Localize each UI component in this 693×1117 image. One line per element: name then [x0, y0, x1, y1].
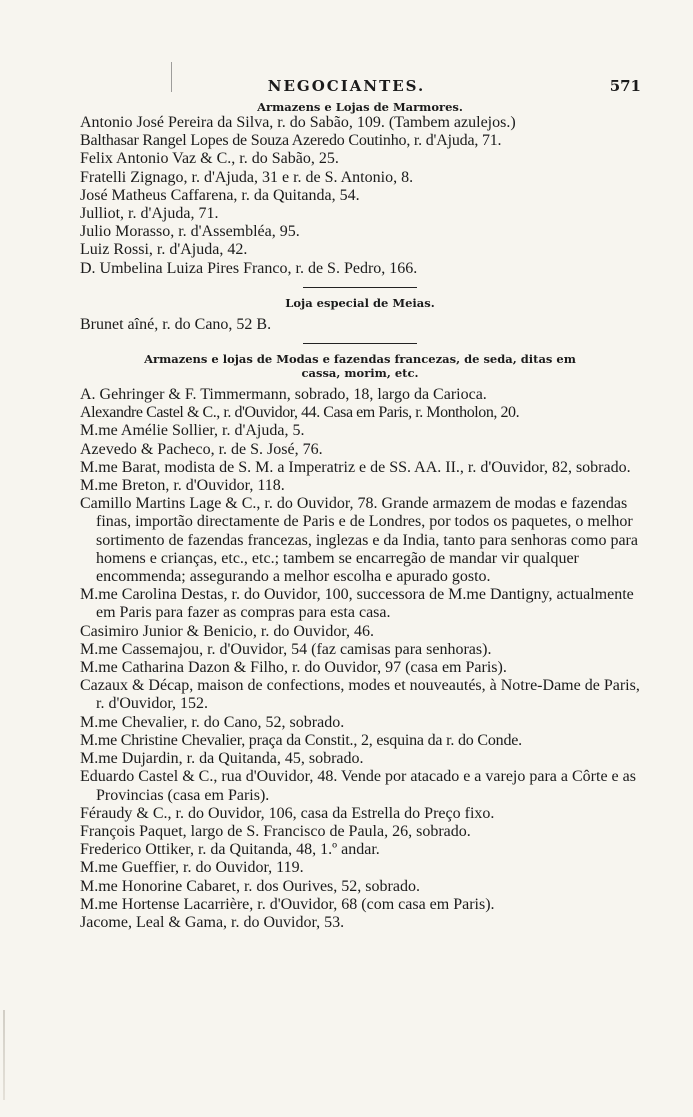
list-entry: José Matheus Caffarena, r. da Quitanda, 54. — [80, 186, 360, 204]
list-entry: M.me Breton, r. d'Ouvidor, 118. — [80, 477, 285, 495]
list-entry: M.me Hortense Lacarrière, r. d'Ouvidor, 68 (com casa em Paris). — [80, 895, 495, 913]
section-modas — [80, 352, 640, 932]
list-entry: M.me Carolina Destas, r. do Ouvidor, 100, successora de M.me Dantigny, actualmente em Paris para fazer as compras para esta casa. — [80, 586, 634, 622]
list-entry: M.me Gueffier, r. do Ouvidor, 119. — [80, 859, 304, 877]
list-entry: M.me Dujardin, r. da Quitanda, 45, sobrado. — [80, 750, 364, 768]
list-entry: M.me Honorine Cabaret, r. dos Ourives, 52, sobrado. — [80, 877, 420, 895]
list-entry: Alexandre Castel & C., r. d'Ouvidor, 44. Casa em Paris, r. Montholon, 20. — [80, 404, 520, 422]
list-entry: Cazaux & Décap, maison de confections, modes et nouveautés, à Notre-Dame de Paris, r. d'Ouvidor, 152. — [80, 677, 640, 713]
list-entry: Fratelli Zignago, r. d'Ajuda, 31 e r. de S. Antonio, 8. — [80, 168, 414, 186]
list-entry: Antonio José Pereira da Silva, r. do Sabão, 109. (Tambem azulejos.) — [80, 114, 516, 131]
running-title: NEGOCIANTES. — [267, 77, 426, 95]
list-entry: M.me Catharina Dazon & Filho, r. do Ouvidor, 97 (casa em Paris). — [80, 659, 507, 677]
list-entry: Casimiro Junior & Benicio, r. do Ouvidor, 46. — [80, 622, 375, 640]
section-marmores — [80, 100, 640, 278]
list-entry: François Paquet, largo de S. Francisco de Paula, 26, sobrado. — [80, 822, 471, 840]
list-entry: Camillo Martins Lage & C., r. do Ouvidor, 78. Grande armazem de modas e fazendas finas, importão directamente de Paris e de Londres, por todos os paquetes, o melhor sortimento de fazendas francezas, inglezas e da India, tanto para senhoras como para homens e crianças, etc., etc.; tambem se encarregão de mandar vir qualquer encommenda; assegurando a melhor escolha e apurado gosto. — [80, 495, 638, 586]
list-entry: M.me Cassemajou, r. d'Ouvidor, 54 (faz camisas para senhoras). — [80, 640, 492, 658]
list-entry: Jacome, Leal & Gama, r. do Ouvidor, 53. — [80, 913, 345, 931]
list-entry: Luiz Rossi, r. d'Ajuda, 42. — [80, 241, 248, 259]
list-entry: Julio Morasso, r. d'Assembléa, 95. — [80, 223, 300, 241]
list-entry: Brunet aîné, r. do Cano, 52 B. — [80, 315, 272, 333]
list-entry: Frederico Ottiker, r. da Quitanda, 48, 1.º andar. — [80, 841, 380, 859]
list-entry: Julliot, r. d'Ajuda, 71. — [80, 205, 219, 223]
list-entry: Féraudy & C., r. do Ouvidor, 106, casa da Estrella do Preço fixo. — [80, 804, 495, 822]
list-entry: A. Gehringer & F. Timmermann, sobrado, 18, largo da Carioca. — [80, 386, 487, 404]
page-number: 571 — [609, 77, 641, 95]
page-header — [0, 77, 693, 99]
section-divider — [303, 287, 417, 288]
list-entry: Felix Antonio Vaz & C., r. do Sabão, 25. — [80, 150, 339, 168]
section-divider — [303, 343, 417, 344]
list-entry: Azevedo & Pacheco, r. de S. José, 76. — [80, 440, 323, 458]
list-entry: M.me Amélie Sollier, r. d'Ajuda, 5. — [80, 422, 305, 440]
list-entry: M.me Christine Chevalier, praça da Constit., 2, esquina da r. do Conde. — [80, 731, 522, 749]
list-entry: Eduardo Castel & C., rua d'Ouvidor, 48. Vende por atacado e a varejo para a Côrte e as Provincias (casa em Paris). — [80, 768, 636, 804]
list-entry: Balthasar Rangel Lopes de Souza Azeredo Coutinho, r. d'Ajuda, 71. — [80, 132, 502, 150]
section-title-line: Armazens e lojas de Modas e fazendas francezas, de seda, ditas em — [144, 352, 576, 367]
section-title: Armazens e Lojas de Marmores. — [257, 100, 463, 114]
page-content — [80, 100, 640, 932]
section-title-line: cassa, morim, etc. — [301, 366, 419, 381]
section-title: Loja especial de Meias. — [285, 295, 435, 310]
section-title — [80, 352, 640, 380]
list-entry: M.me Chevalier, r. do Cano, 52, sobrado. — [80, 713, 345, 731]
section-meias — [80, 296, 640, 334]
page-edge-shadow — [3, 1010, 5, 1100]
list-entry: D. Umbelina Luiza Pires Franco, r. de S. Pedro, 166. — [80, 259, 418, 277]
list-entry: M.me Barat, modista de S. M. a Imperatriz e de SS. AA. II., r. d'Ouvidor, 82, sobrado. — [80, 458, 631, 476]
